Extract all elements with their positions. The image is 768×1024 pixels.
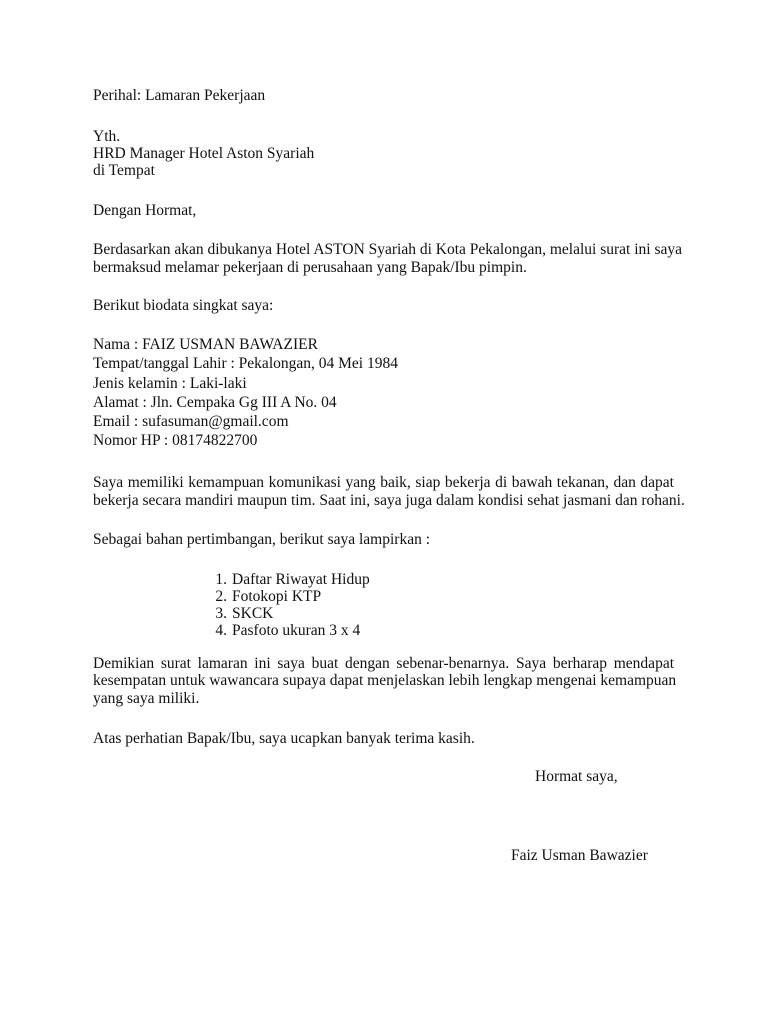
attachment-number: 4. (215, 622, 227, 639)
attachment-number: 3. (215, 605, 227, 622)
recipient-place: di Tempat (93, 162, 155, 179)
attachment-item (0, 588, 768, 606)
biodata-phone: Nomor HP : 08174822700 (93, 432, 258, 449)
biodata-address: Alamat : Jln. Cempaka Gg III A No. 04 (93, 394, 337, 411)
thanks-line: Atas perhatian Bapak/Ibu, saya ucapkan banyak terima kasih. (93, 730, 475, 747)
recipient-position: HRD Manager Hotel Aston Syariah (93, 145, 315, 162)
closing-line-3: yang saya miliki. (93, 690, 200, 707)
attachment-number: 1. (215, 571, 227, 588)
biodata-gender: Jenis kelamin : Laki-laki (93, 375, 247, 392)
attachment-number: 2. (215, 588, 227, 605)
biodata-name: Nama : FAIZ USMAN BAWAZIER (93, 336, 318, 353)
biodata-email: Email : sufasuman@gmail.com (93, 413, 289, 430)
biodata-intro: Berikut biodata singkat saya: (93, 297, 274, 314)
closing-line-2: kesempatan untuk wawancara supaya dapat menjelaskan lebih lengkap mengenai kemampuan (93, 672, 677, 689)
attachment-text: Daftar Riwayat Hidup (232, 571, 370, 588)
attachment-item (0, 571, 768, 589)
skills-line-1: Saya memiliki kemampuan komunikasi yang baik, siap bekerja di bawah tekanan, dan dapat (93, 474, 674, 491)
salutation: Dengan Hormat, (93, 202, 197, 219)
intro-line-2: bermaksud melamar pekerjaan di perusahaan yang Bapak/Ibu pimpin. (93, 259, 527, 276)
attachment-item (0, 605, 768, 623)
attachment-item (0, 622, 768, 640)
skills-line-2: bekerja secara mandiri maupun tim. Saat ini, saya juga dalam kondisi sehat jasmani dan rohani. (93, 492, 685, 509)
biodata-birth: Tempat/tanggal Lahir : Pekalongan, 04 Mei 1984 (93, 355, 398, 372)
closing-line-1: Demikian surat lamaran ini saya buat dengan sebenar-benarnya. Saya berharap mendapat (93, 655, 674, 672)
attachment-text: SKCK (232, 605, 274, 622)
intro-line-1: Berdasarkan akan dibukanya Hotel ASTON Syariah di Kota Pekalongan, melalui surat ini saya (93, 241, 682, 258)
attachments-intro: Sebagai bahan pertimbangan, berikut saya lampirkan : (93, 531, 431, 548)
signature-name: Faiz Usman Bawazier (511, 847, 648, 864)
recipient-yth: Yth. (93, 128, 121, 145)
attachment-text: Pasfoto ukuran 3 x 4 (232, 622, 361, 639)
attachment-text: Fotokopi KTP (232, 588, 322, 605)
sign-off: Hormat saya, (535, 768, 618, 785)
subject-line: Perihal: Lamaran Pekerjaan (93, 87, 266, 104)
